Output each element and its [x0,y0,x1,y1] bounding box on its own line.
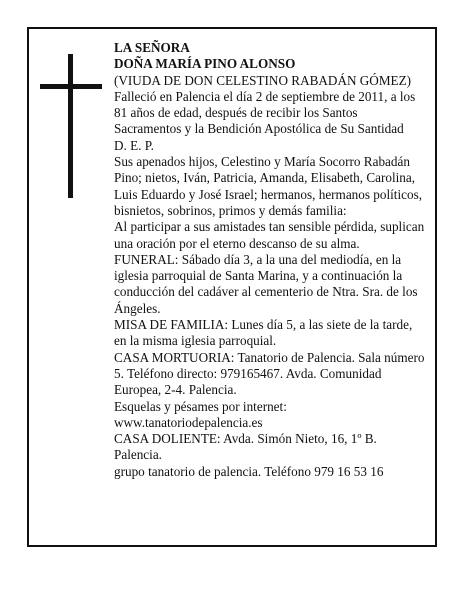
family-mass-info: MISA DE FAMILIA: Lunes día 5, a las siete de la tarde, en la misma iglesia parroquial. [114,317,413,349]
mortuary-info: CASA MORTUORIA: Tanatorio de Palencia. Sala número 5. Teléfono directo: 979165467. Avda. Comunidad Europea, 2-4. Palencia. [114,349,425,398]
family-list: Sus apenados hijos, Celestino y María Socorro Rabadán Pino; nietos, Iván, Patricia, Amanda, Elisabeth, Carolina, Luis Eduardo y José Israel; hermanos, hermanos políticos, bisnietos, sobrinos, primos y demás familia: [114,154,423,218]
website-link[interactable]: www.tanatoriodepalencia.es [114,414,263,430]
deceased-name: DOÑA MARÍA PINO ALONSO [114,56,296,72]
funeral-info: FUNERAL: Sábado día 3, a la una del mediodía, en la iglesia parroquial de Santa Marina, y a continuación la conducción del cadáver al cementerio de Ntra. Sra. de los Ángeles. [114,251,418,316]
notice-title: LA SEÑORA [114,40,190,55]
obituary-text [114,40,426,480]
residence-info: CASA DOLIENTE: Avda. Simón Nieto, 16, 1º B. Palencia. [114,431,377,463]
death-announcement: Falleció en Palencia el día 2 de septiembre de 2011, a los 81 años de edad, después de recibir los Santos Sacramentos y la Bendición Apostólica de Su Santidad [114,88,416,137]
cross-icon [40,54,102,198]
widow-of: (VIUDA DE DON CELESTINO RABADÁN GÓMEZ) [114,72,412,88]
footer-text: grupo tanatorio de palencia. Teléfono 979 16 53 16 [114,463,384,479]
prayer-request: Al participar a sus amistades tan sensible pérdida, suplican una oración por el eterno descanso de su alma. [114,219,425,251]
rip: D. E. P. [114,137,154,153]
condolences-label: Esquelas y pésames por internet: [114,398,287,414]
